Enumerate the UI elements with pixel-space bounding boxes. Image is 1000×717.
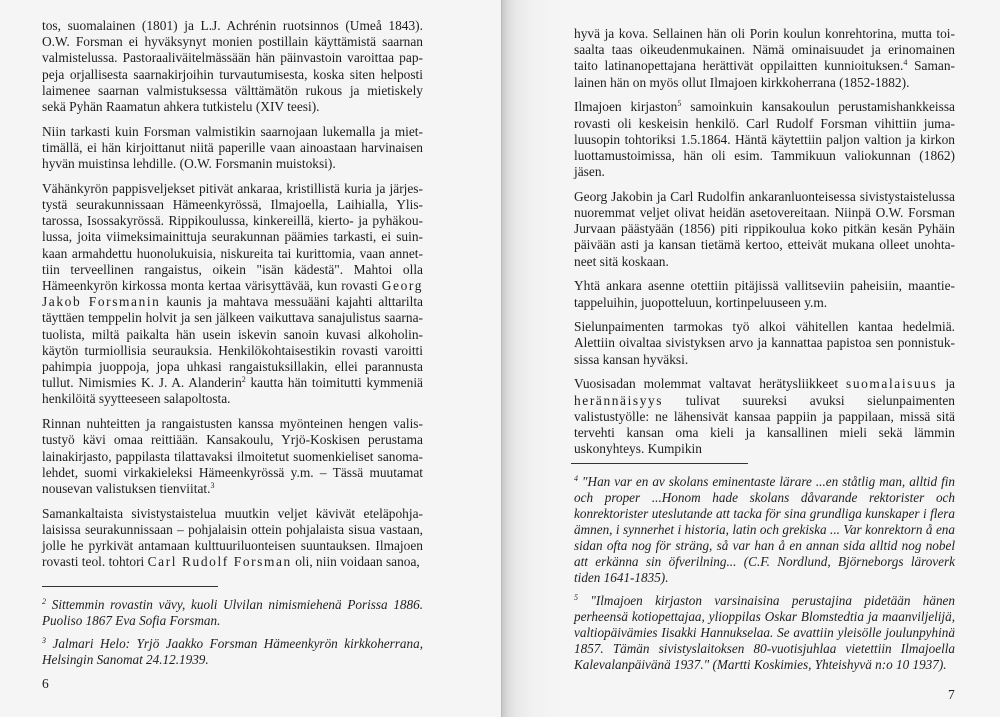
paragraph-text: Yhtä ankara asenne otettiin pitäjissä vallitseviin paheisiin, maantietappeluihin, juopotteluun, kortinpeluuseen y.m. — [574, 278, 955, 310]
left-page-body — [42, 18, 423, 579]
footnote-marker: 4 — [574, 474, 578, 483]
paragraph-text: samoinkuin kansakoulun perustamishankkeissa rovasti oli keskeisin henkilö. Carl Rudolf Forsman vihittiin jumaluusopin tohtoriksi 1.5.1864. Häntä käytettiin paljon valtion ja kirkon luottamustoimissa, hän oli esim. Tammikuun valiokunnan (1862) jäsen. — [574, 99, 955, 180]
footnote-separator — [42, 586, 218, 587]
emphasized-term: suomalaisuus — [846, 376, 938, 392]
paragraph — [574, 99, 955, 180]
paragraph — [574, 319, 955, 368]
paragraph-text: Vähänkyrön pappisveljekset pitivät ankaraa, kristillistä kuria ja järjestystä seurakunnissaan Hämeenkyrössä, Ilmajoella, Laihialla, Ylistarossa, Isossakyrössä. Rippikoulussa, kinkereillä, kierto- ja pyhäkoulussa, joita viimeksimainittuja seurakunnan päämies tarkasti, ei suinkaan armahdettu huonolukuisia, niskureita tai kurittomia, vaan annettiin terveellinen rangaistus, oikein "isän kädestä". Mahtoi olla Hämeenkyrön kirkossa monta kertaa värisyttävää, kun rovasti — [42, 180, 423, 294]
emphasized-name: Carl Rudolf Forsman — [147, 554, 292, 570]
paragraph-text: Georg Jakobin ja Carl Rudolfin ankaranluonteisessa sivistystaistelussa nuoremmat veljet olivat heidän asetovereitaan. Niinpä O.W. Forsman Jurvaan päästyään (1856) piti rippikoulua koko pitkän kesän Pyhäin päivään asti ja kansan tietämä kertoo, etteivät mukana olleet unohtaneet sitä koskaan. — [574, 188, 955, 269]
paragraph-text: Sielunpaimenten tarmokas työ alkoi vähitellen kantaa hedelmiä. Alettiin oivaltaa sivistyksen arvo ja kannattaa papistoa sen ponnistuksissa kansan hyväksi. — [574, 319, 955, 367]
paragraph-text: tulivat suureksi avuksi sielunpaimenten valistustyölle: ne lähensivät kansaa pappiin ja pappilaan, missä sitä tervehti kansan oma kieli ja kansallinen mieli sekä lämmin uskonyhteys. Kumpikin — [574, 392, 955, 457]
footnote-text: Sittemmin rovastin vävy, kuoli Ulvilan nimismiehenä Porissa 1886. Puoliso 1867 Eva Sofia Forsman. — [42, 597, 424, 628]
paragraph — [42, 181, 423, 408]
right-footnotes — [574, 474, 955, 680]
paragraph — [42, 506, 423, 571]
paragraph-text: hyvä ja kova. Sellainen hän oli Porin koulun konrehtorina, mutta toisaalta taas oikeudenmukainen. Nämä ominaisuudet ja erinomainen taito latinanopettajana herättivät oppilaitten kunnioituksen. — [574, 26, 955, 74]
footnote-marker: 3 — [42, 636, 46, 645]
footnote-marker: 5 — [574, 593, 578, 602]
paragraph-text: kaunis ja mahtava messuääni kajahti alttarilta täyttäen temppelin holvit ja sen jälkeen vaikuttava sanajulistus saarnatuolista, miltä paikalta hän usein iskevin sanoin kuvasi alkoholinkäytön turmiollisia seurauksia. Henkilökohtaisestikin rovasti varoitti pahimpia juoppoja, jopa uhkasi rangaistuksillakin, ellei parannusta tullut. Nimismies K. J. A. Alanderin — [42, 294, 423, 391]
right-page — [502, 0, 1000, 717]
emphasized-term: herännäisyys — [574, 392, 664, 408]
footnote-ref[interactable]: 5 — [677, 99, 682, 109]
paragraph-text: Vuosisadan molemmat valtavat herätysliikkeet — [574, 376, 847, 392]
right-page-body — [574, 26, 955, 466]
footnote-text: "Ilmajoen kirjaston varsinaisina perustajina pidetään hänen perheensä kotiopettajaa, ylioppilas Oskar Blomstedtia ja maanviljelijä, valtiopäivämies Iisakki Hannukselaa. Se avattiin yleisölle joulunpyhinä 1857. Tämän sivistyslaitoksen 80-vuotisjuhlaa vietettiin Ilmajoella Kalevalanpäivänä 1937." (Martti Koskimies, Yhteishyvä n:o 10 1937). — [574, 593, 955, 672]
paragraph-text: Samanlainen hän on myös ollut Ilmajoen kirkkoherrana (1852-1882). — [574, 58, 955, 90]
paragraph-text: kautta hän toimitutti kymmeniä henkilöitä syytteeseen salapoltosta. — [42, 375, 423, 407]
paragraph — [574, 278, 955, 310]
footnote-ref[interactable]: 2 — [241, 375, 246, 385]
page-number-right: 7 — [948, 687, 955, 702]
page-number-left: 6 — [42, 676, 49, 691]
footnote-marker: 2 — [42, 597, 46, 606]
paragraph-text: Ilmajoen kirjaston — [574, 99, 678, 115]
paragraph-text: Samankaltaista sivistystaistelua muutkin veljet kävivät eteläpohjalaisissa seurakunnissaan – pohjalaisin ottein pohjalaista sisua vastaan, jolle he pyrkivät antamaan kulttuuriluonteisen suuntauksen. Ilmajoen rovasti teol. tohtori — [42, 505, 423, 570]
paragraph-text: ja — [937, 376, 956, 392]
footnote-text: Jalmari Helo: Yrjö Jaakko Forsman Hämeenkyrön kirkkoherrana, Helsingin Sanomat 24.12.1939. — [42, 636, 424, 667]
footnote — [574, 474, 955, 586]
footnote-ref[interactable]: 4 — [903, 58, 908, 68]
footnote — [574, 593, 955, 673]
paragraph-text: tos, suomalainen (1801) ja L.J. Achrénin ruotsinnos (Umeå 1843). O.W. Forsman ei hyväksynyt monien postillain käyttämistä saarnan valmistelussa. Pastoraaliväitelmässään hän päinvastoin varoittaa pappeja orjallisesta saarnakirjoihin turvautumisesta, koska siten helposti laimenee saarnan valmistuksessa välttämätön rukous ja mietiskely sekä Pyhän Raamatun ahkera tutkistelu (XIV teesi). — [42, 18, 423, 115]
emphasized-name: Georg Jakob Forsmanin — [42, 278, 423, 310]
footnote-ref[interactable]: 3 — [210, 480, 215, 490]
footnote-text: "Han var en av skolans eminentaste lärare ...en ståtlig man, alltid fin och proper ...Honom hade skolans dåvarande rektorister och konrektorister uteslutande att tacka för sina grundliga kunskaper i flera ämnen, i synnerhet i historia, latin och grekiska ... Var konrektorn å ena sidan ofta nog för sträng, så var han å en annan sida alltid nog nobel att erkänna sin öfverilning... (C.F. Nordlund, Björneborgs läroverk tiden 1641-1835). — [574, 474, 955, 585]
paragraph — [42, 416, 423, 497]
footnote-separator — [571, 463, 748, 464]
paragraph — [42, 124, 423, 173]
footnote — [42, 597, 423, 629]
left-footnotes — [42, 597, 423, 675]
paragraph — [574, 376, 955, 457]
paragraph — [42, 18, 423, 115]
footnote — [42, 636, 423, 668]
paragraph — [574, 189, 955, 270]
paragraph-text: oli, niin voidaan sanoa, — [291, 554, 420, 570]
paragraph — [574, 26, 955, 91]
paragraph-text: Rinnan nuhteitten ja rangaistusten kanssa myönteinen hengen valistustyö kävi omaa reittiään. Kansakoulu, Yrjö-Koskisen perustama lainakirjasto, pappilasta tilattavaksi ilmoitetut suomenkieliset sanomalehdet, suomi virkakieleksi Hämeenkyrössä y.m. – Tässä muutamat nousevan valistuksen tienviitat. — [42, 416, 423, 496]
paragraph-text: Niin tarkasti kuin Forsman valmistikin saarnojaan lukemalla ja miettimällä, ei hän kirjoittanut niitä paperille vaan ainoastaan harvinaisen hyvän muistinsa lehdille. (O.W. Forsmanin muistoksi). — [42, 123, 423, 172]
